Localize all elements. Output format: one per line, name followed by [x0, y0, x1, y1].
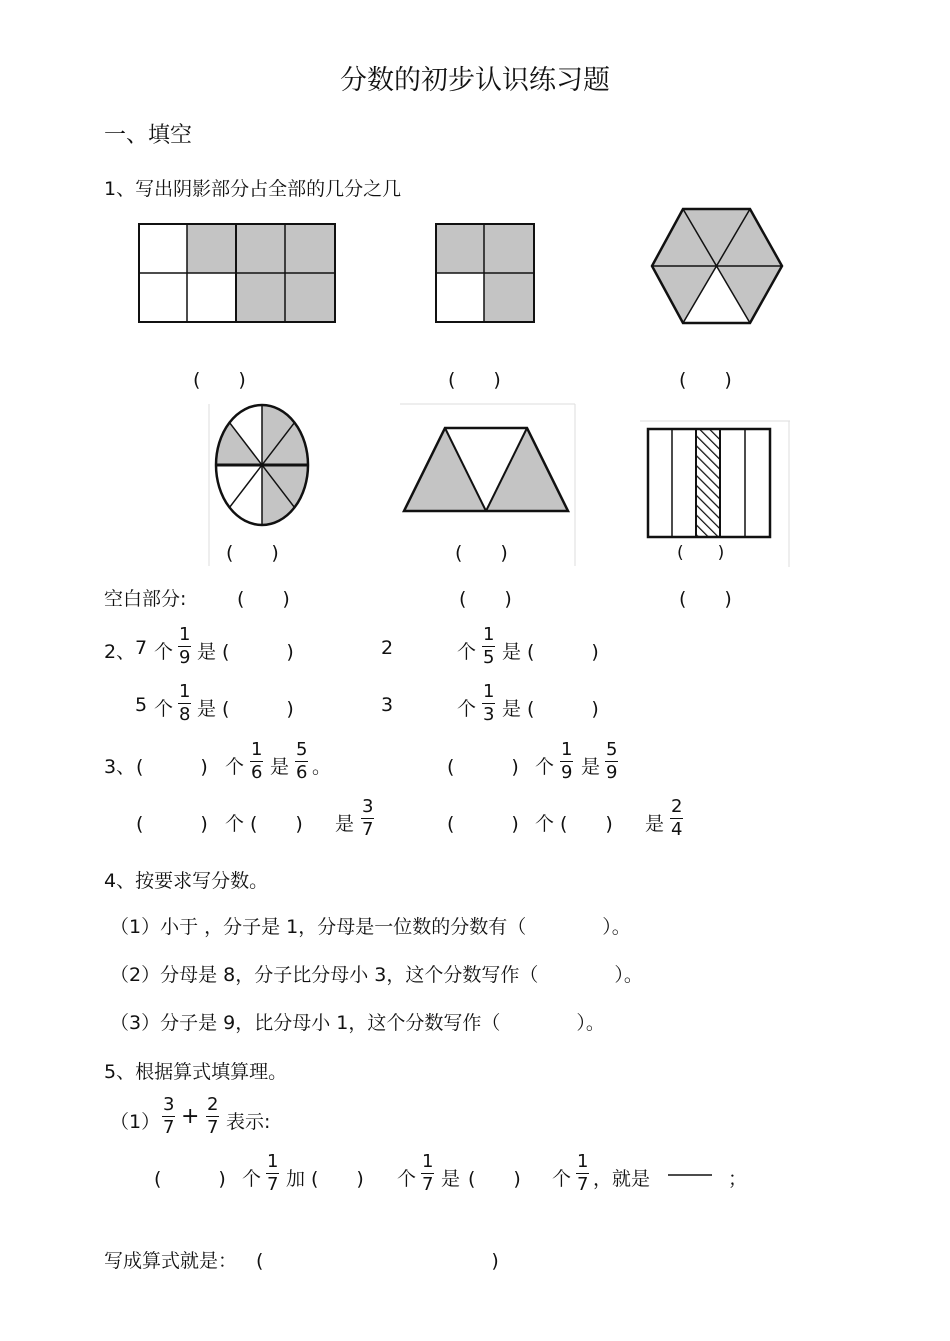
question-1-prompt: 1、写出阴影部分占全部的几分之几 — [104, 178, 402, 200]
answer-blank[interactable]: ( ) — [447, 813, 519, 835]
fraction: $\frac{1}{7}$ — [577, 1151, 589, 1195]
page-title: 分数的初步认识练习题 — [340, 65, 610, 96]
fraction: $\frac{3}{7}$ — [362, 796, 374, 840]
unit-text: 个 — [457, 698, 477, 720]
unit-text: 个 — [154, 698, 174, 720]
figure-caption-blank: ( ) — [226, 542, 279, 564]
question-3-number: 3、 — [104, 756, 136, 778]
is-text: 是 — [270, 756, 290, 778]
answer-blank[interactable]: ( ) — [250, 813, 303, 835]
count-number: 5 — [135, 694, 148, 716]
means-text: 表示: — [226, 1111, 271, 1133]
answer-blank[interactable]: ( ) — [193, 369, 246, 391]
sub-question-number: （1） — [110, 1111, 161, 1133]
question-4-item: （3）分子是 9，比分母小 1，这个分数写作（ ）。 — [110, 1012, 605, 1034]
answer-blank[interactable]: ( ) — [154, 1168, 226, 1190]
unit-text: 个 — [457, 641, 477, 663]
unit-text: 个 — [154, 641, 174, 663]
question-4-item: （1）小于 ，分子是 1，分母是一位数的分数有（ ）。 — [110, 916, 631, 938]
unit-text: 个 — [535, 813, 555, 835]
question-2-number: 2、 — [104, 641, 136, 663]
fraction: $\frac{1}{3}$ — [483, 681, 495, 725]
fraction: $\frac{5}{6}$ — [296, 739, 308, 783]
count-number: 3 — [381, 694, 394, 716]
answer-blank[interactable]: ( ) — [560, 813, 613, 835]
question-4-prompt: 4、按要求写分数。 — [104, 870, 269, 892]
unit-text: 个 — [552, 1168, 572, 1190]
period: 。 — [312, 756, 332, 778]
unit-text: 个 — [535, 756, 555, 778]
blank-part-label: 空白部分: — [104, 588, 187, 610]
answer-blank[interactable]: ( ) — [679, 588, 732, 610]
answer-blank[interactable]: ( ) — [222, 698, 294, 720]
is-text: 是 — [581, 756, 601, 778]
answer-blank[interactable]: ( ) — [679, 369, 732, 391]
figure-caption-blank: ( ) — [677, 543, 725, 563]
count-number: 7 — [135, 637, 148, 659]
is-text: 是 — [502, 698, 522, 720]
figure-hexagon — [650, 207, 784, 325]
fraction: $\frac{1}{6}$ — [251, 739, 263, 783]
answer-blank[interactable]: ( ) — [311, 1168, 364, 1190]
unit-text: 个 — [225, 813, 245, 835]
plus-sign: + — [181, 1104, 200, 1129]
fraction: $\frac{1}{7}$ — [267, 1151, 279, 1195]
is-text: 是 — [197, 698, 217, 720]
semicolon: ； — [728, 1168, 748, 1190]
section-heading: 一、填空 — [104, 123, 193, 148]
is-text: 是 — [441, 1168, 461, 1190]
unit-text: 个 — [397, 1168, 417, 1190]
fraction: $\frac{2}{4}$ — [671, 796, 683, 840]
fraction: $\frac{1}{9}$ — [561, 739, 573, 783]
fraction-blank-line[interactable] — [668, 1173, 714, 1177]
question-5-prompt: 5、根据算式填算理。 — [104, 1061, 288, 1083]
figure-grid-4 — [435, 223, 537, 325]
is-text: 是 — [645, 813, 665, 835]
fraction: $\frac{3}{7}$ — [163, 1094, 175, 1138]
answer-blank[interactable]: ( ) — [527, 641, 599, 663]
plus-text: 加 — [286, 1168, 306, 1190]
is-text: 是 — [335, 813, 355, 835]
figure-grid-8 — [138, 223, 338, 325]
answer-blank[interactable]: ( ) — [448, 369, 501, 391]
unit-text: 个 — [242, 1168, 262, 1190]
count-number: 2 — [381, 637, 394, 659]
fraction: $\frac{1}{7}$ — [422, 1151, 434, 1195]
fraction: $\frac{5}{9}$ — [606, 739, 618, 783]
answer-blank[interactable]: ( ) — [459, 588, 512, 610]
is-text: 是 — [197, 641, 217, 663]
question-4-item: （2）分母是 8，分子比分母小 3，这个分数写作（ ）。 — [110, 964, 643, 986]
fraction: $\frac{1}{5}$ — [483, 624, 495, 668]
answer-blank[interactable]: ( ) — [527, 698, 599, 720]
answer-blank[interactable]: ( ) — [237, 588, 290, 610]
formula-blank[interactable]: ( ) — [256, 1250, 499, 1272]
answer-blank[interactable]: ( ) — [468, 1168, 521, 1190]
result-text: ，就是 — [593, 1168, 651, 1190]
formula-label: 写成算式就是： — [104, 1250, 238, 1272]
answer-blank[interactable]: ( ) — [222, 641, 294, 663]
is-text: 是 — [502, 641, 522, 663]
answer-blank[interactable]: ( ) — [136, 756, 208, 778]
fraction: $\frac{1}{8}$ — [179, 681, 191, 725]
answer-blank[interactable]: ( ) — [447, 756, 519, 778]
unit-text: 个 — [225, 756, 245, 778]
figure-caption-blank: ( ) — [455, 542, 508, 564]
fraction: $\frac{2}{7}$ — [207, 1094, 219, 1138]
fraction: $\frac{1}{9}$ — [179, 624, 191, 668]
answer-blank[interactable]: ( ) — [136, 813, 208, 835]
